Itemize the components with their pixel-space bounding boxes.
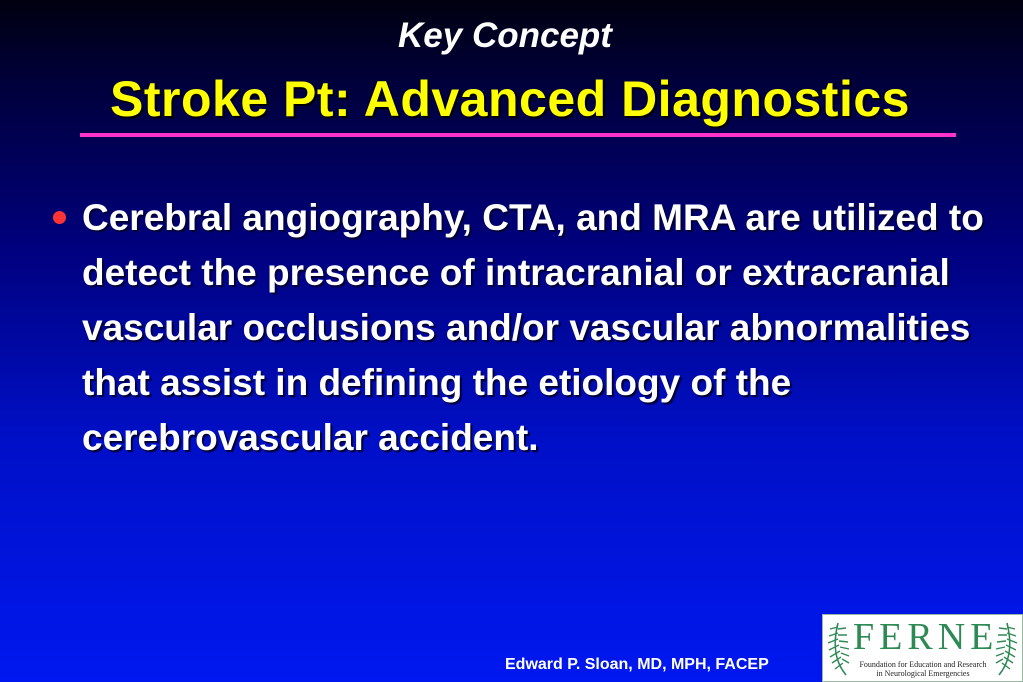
ferne-logo [822, 614, 1023, 682]
bullet-list [44, 190, 994, 465]
slide-subtitle: Key Concept [398, 16, 612, 55]
leaf-icon [826, 619, 852, 677]
leaf-icon [993, 619, 1019, 677]
logo-tagline-1: Foundation for Education and Research [859, 660, 987, 669]
title-divider [80, 133, 956, 137]
logo-tagline-2: in Neurological Emergencies [876, 669, 970, 678]
bullet-dot-icon [53, 211, 66, 224]
bullet-item [44, 190, 994, 465]
bullet-text: Cerebral angiography, CTA, and MRA are utilized to detect the presence of intracranial or extracranial vascular occlusions and/or vascular abnormalities that assist in defining the etiology of the cerebrovascular accident. [82, 197, 984, 458]
logo-wordmark: FERNE [853, 616, 999, 658]
author-credit: Edward P. Sloan, MD, MPH, FACEP [505, 656, 769, 673]
slide-title: Stroke Pt: Advanced Diagnostics [110, 71, 910, 127]
